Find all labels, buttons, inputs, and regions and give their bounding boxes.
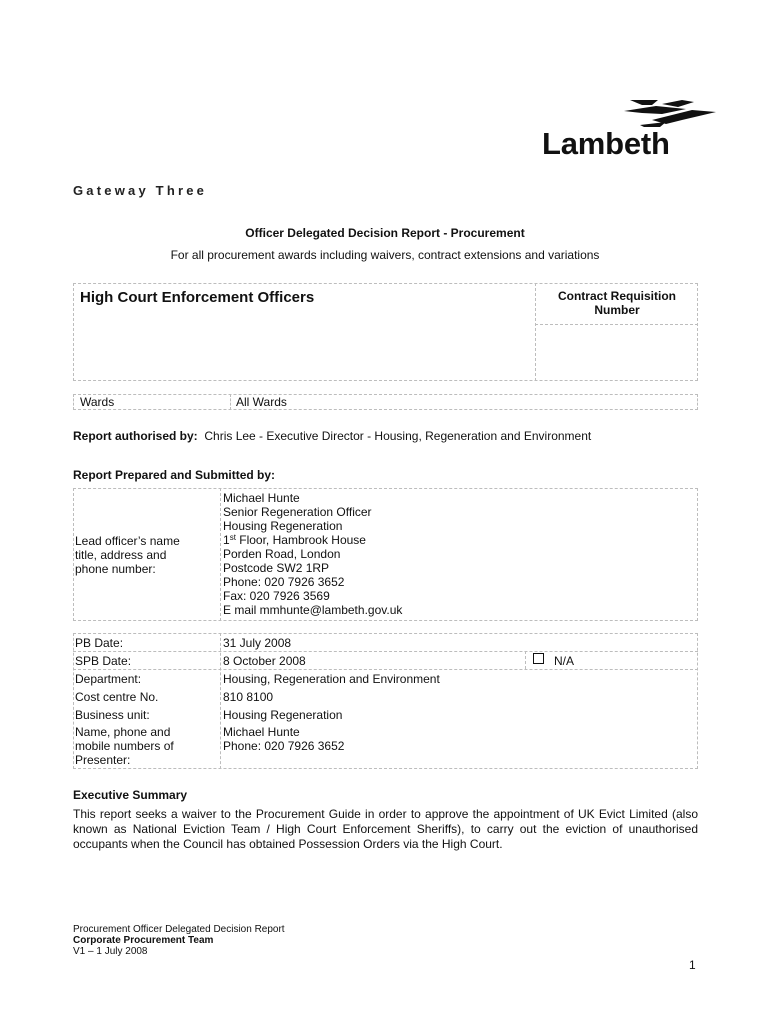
executive-summary-heading: Executive Summary: [73, 788, 188, 802]
presenter-name: Michael Hunte: [223, 725, 300, 739]
na-divider: [525, 651, 526, 669]
lead-officer-name: Michael Hunte: [223, 491, 300, 505]
wards-value: All Wards: [236, 395, 287, 409]
floor-suffix: st: [229, 533, 236, 542]
business-unit-label: Business unit:: [75, 708, 150, 722]
page-number: 1: [689, 958, 696, 972]
lambeth-logo-text: Lambeth: [542, 126, 670, 161]
na-checkbox-label: N/A: [554, 654, 575, 668]
pb-date-value: 31 July 2008: [223, 636, 292, 650]
lead-officer-phone: Phone: 020 7926 3652: [223, 575, 345, 589]
spb-date-label: SPB Date:: [75, 654, 132, 668]
lead-officer-division: Housing Regeneration: [223, 519, 343, 533]
lead-officer-title: Senior Regeneration Officer: [223, 505, 372, 519]
floor-number: 1: [223, 533, 230, 547]
wards-label: Wards: [80, 395, 115, 409]
lead-officer-postcode: Postcode SW2 1RP: [223, 561, 330, 575]
details-row-divider: [73, 651, 698, 652]
na-checkbox[interactable]: [533, 653, 544, 664]
lead-officer-fax: Fax: 020 7926 3569: [223, 589, 330, 603]
lead-officer-label: [75, 534, 215, 576]
requisition-divider: [535, 324, 698, 325]
gateway-label: Gateway Three: [73, 183, 208, 198]
spb-date-value: 8 October 2008: [223, 654, 306, 668]
lead-officer-label-line: Lead officer’s name: [75, 534, 180, 548]
report-authorised-by: [73, 429, 591, 443]
pb-date-label: PB Date:: [75, 636, 124, 650]
business-unit-value: Housing Regeneration: [223, 708, 343, 722]
details-divider: [220, 633, 221, 769]
floor-rest: Floor, Hambrook House: [235, 533, 366, 547]
contract-requisition-label-line1: Contract Requisition: [557, 289, 676, 303]
footer-version: V1 – 1 July 2008: [73, 946, 148, 957]
authorised-label: Report authorised by:: [73, 429, 198, 443]
lead-officer-street: Porden Road, London: [223, 547, 341, 561]
prepared-heading: Report Prepared and Submitted by:: [73, 468, 276, 482]
contract-requisition-label-line2: Number: [594, 303, 640, 317]
presenter-phone: Phone: 020 7926 3652: [223, 739, 345, 753]
footer-team: Corporate Procurement Team: [73, 935, 214, 946]
lead-officer-divider: [220, 488, 221, 621]
details-row-divider: [73, 669, 698, 670]
page-title: High Court Enforcement Officers: [80, 289, 315, 306]
wards-divider: [230, 394, 231, 410]
report-title: Officer Delegated Decision Report - Procurement: [245, 226, 525, 240]
lead-officer-floor: [223, 533, 402, 547]
executive-summary-text: This report seeks a waiver to the Procurement Guide in order to approve the appointment of UK Evict Limited (also known as National Eviction Team / High Court Enforcement Sheriffs), to carry out the eviction of unauthorised occupants when the Council has obtained Possession Orders via the High Court.: [73, 807, 698, 851]
footer-document-name: Procurement Officer Delegated Decision Report: [73, 924, 285, 935]
report-subtitle: For all procurement awards including waivers, contract extensions and variations: [170, 248, 600, 262]
lead-officer-email: E mail mmhunte@lambeth.gov.uk: [223, 603, 403, 617]
cost-centre-label: Cost centre No.: [75, 690, 159, 704]
presenter-label-line: mobile numbers of: [75, 739, 174, 753]
lead-officer-label-line: phone number:: [75, 562, 156, 576]
lambeth-logo-mark-icon: [622, 98, 718, 128]
presenter-details: [223, 725, 344, 753]
contract-requisition-label: [536, 289, 698, 317]
presenter-label-line: Presenter:: [75, 753, 131, 767]
cost-centre-value: 810 8100: [223, 690, 274, 704]
wards-table: [73, 394, 698, 410]
lead-officer-details: [223, 491, 402, 617]
presenter-label: [75, 725, 174, 767]
department-label: Department:: [75, 672, 142, 686]
lead-officer-label-line: title, address and: [75, 548, 167, 562]
authorised-value: Chris Lee - Executive Director - Housing, Regeneration and Environment: [204, 429, 592, 443]
department-value: Housing, Regeneration and Environment: [223, 672, 440, 686]
presenter-label-line: Name, phone and: [75, 725, 171, 739]
